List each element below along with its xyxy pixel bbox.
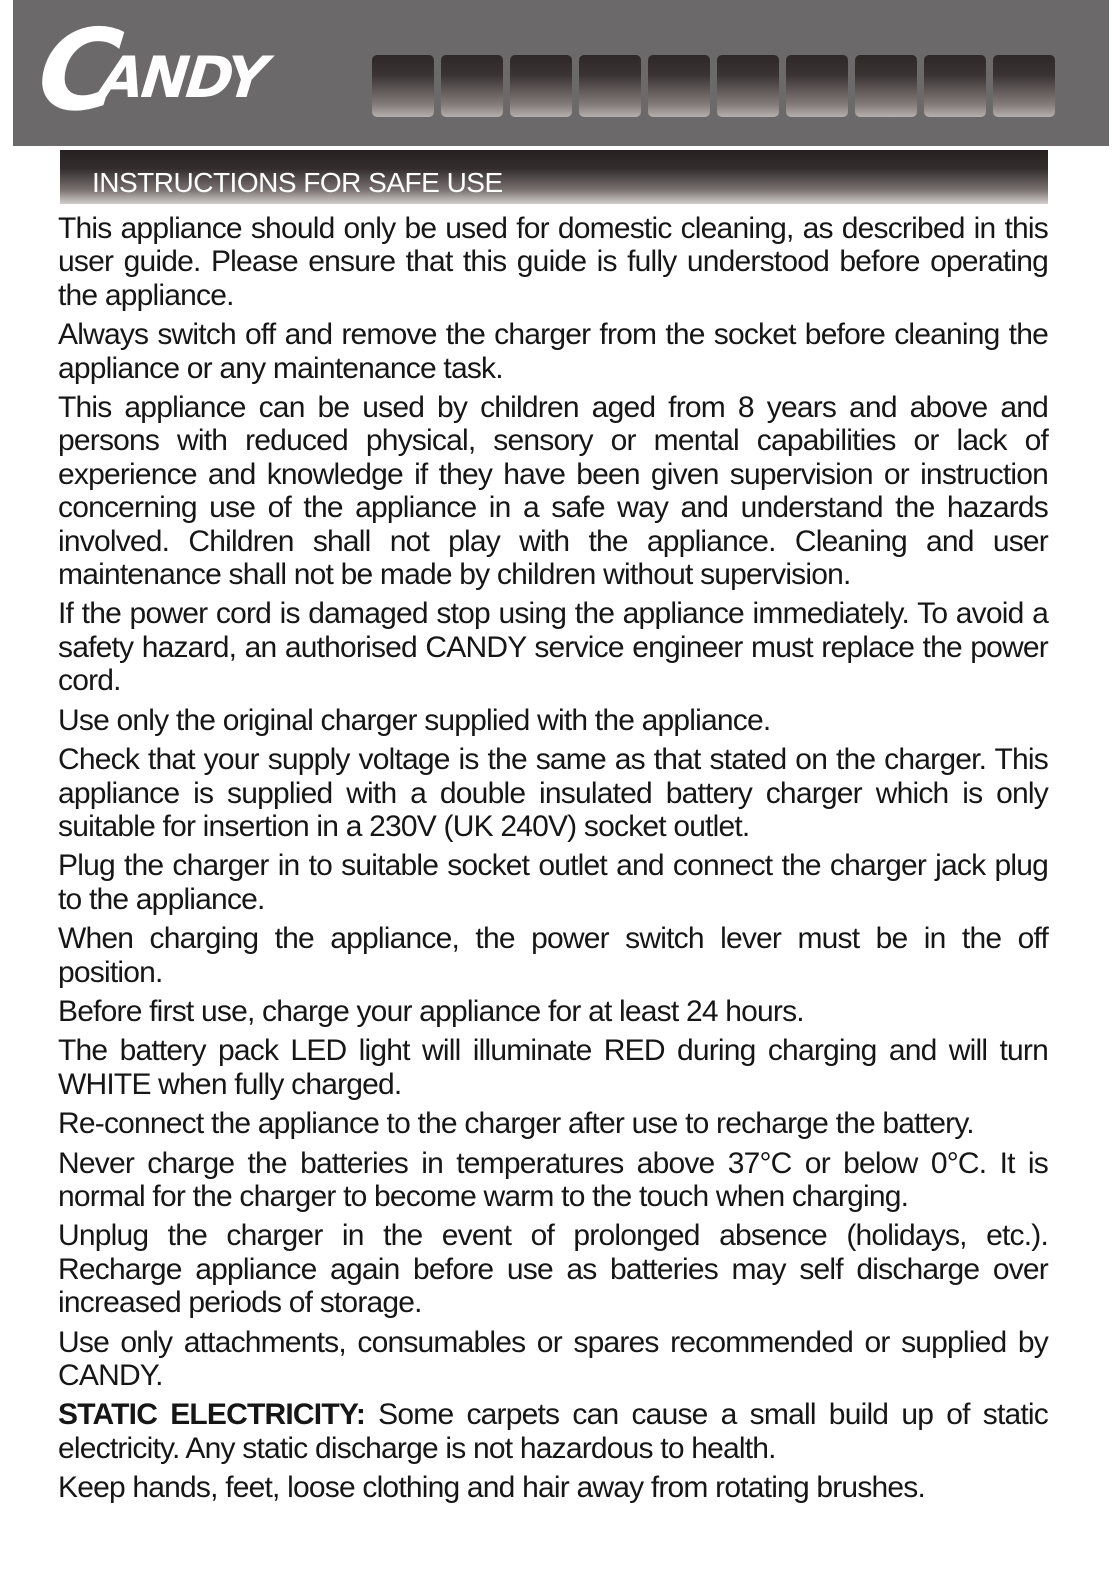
body-paragraph: Check that your supply voltage is the same as that stated on the charger. This appliance is supplied with a double insulated battery charger which is only suitable for insertion in a 230V (UK 240V) socket outlet. <box>58 743 1048 843</box>
body-paragraph: Keep hands, feet, loose clothing and hair away from rotating brushes. <box>58 1471 926 1505</box>
header-tile <box>648 55 710 117</box>
header-tile <box>786 55 848 117</box>
header-tile <box>717 55 779 117</box>
candy-logo-c: C <box>32 6 125 136</box>
body-paragraph: When charging the appliance, the power switch lever must be in the off position. <box>58 922 1048 989</box>
body-paragraph: Re-connect the appliance to the charger after use to recharge the battery. <box>58 1107 974 1141</box>
header-tiles <box>372 55 1055 117</box>
candy-logo-rest: ANDY <box>97 44 269 111</box>
section-title-bar <box>60 150 1048 204</box>
section-title: INSTRUCTIONS FOR SAFE USE <box>92 167 503 198</box>
header-tile <box>993 55 1055 117</box>
body-paragraph: Never charge the batteries in temperatures above 37°C or below 0°C. It is normal for the charger to become warm to the touch when charging. <box>58 1146 1048 1213</box>
body-paragraph: Always switch off and remove the charger from the socket before cleaning the appliance or any maintenance task. <box>58 318 1048 385</box>
static-electricity-text: Some carpets can cause a small build up of static electricity. Any static discharge is not hazardous to health. <box>58 1398 1048 1465</box>
safety-instructions <box>58 212 1048 1511</box>
body-paragraph: Use only attachments, consumables or spares recommended or supplied by CANDY. <box>58 1325 1048 1392</box>
header-tile <box>441 55 503 117</box>
body-paragraph-static-electricity <box>58 1398 1048 1465</box>
header-tile <box>510 55 572 117</box>
header-tile <box>579 55 641 117</box>
body-paragraph: If the power cord is damaged stop using the appliance immediately. To avoid a safety hazard, an authorised CANDY service engineer must replace the power cord. <box>58 597 1048 698</box>
body-paragraph: This appliance should only be used for domestic cleaning, as described in this user guide. Please ensure that this guide is fully understood before operating the appliance. <box>58 212 1048 312</box>
body-paragraph: This appliance can be used by children aged from 8 years and above and persons with reduced physical, sensory or mental capabilities or lack of experience and knowledge if they have been given supervision or instruction concerning use of the appliance in a safe way and understand the hazards involved. Children shall not play with the appliance. Cleaning and user maintenance shall not be made by children without supervision. <box>58 391 1048 592</box>
body-paragraph: Use only the original charger supplied with the appliance. <box>58 703 771 737</box>
header-tile <box>924 55 986 117</box>
candy-logo <box>32 6 270 136</box>
header-tile <box>372 55 434 117</box>
body-paragraph: The battery pack LED light will illuminate RED during charging and will turn WHITE when fully charged. <box>58 1034 1048 1101</box>
header-band <box>13 0 1109 146</box>
body-paragraph: Plug the charger in to suitable socket outlet and connect the charger jack plug to the appliance. <box>58 849 1048 916</box>
header-tile <box>855 55 917 117</box>
body-paragraph: Unplug the charger in the event of prolonged absence (holidays, etc.). Recharge appliance again before use as batteries may self discharge over increased periods of storage. <box>58 1219 1048 1320</box>
static-electricity-lead: STATIC ELECTRICITY: <box>58 1398 366 1432</box>
body-paragraph: Before first use, charge your appliance for at least 24 hours. <box>58 994 804 1028</box>
